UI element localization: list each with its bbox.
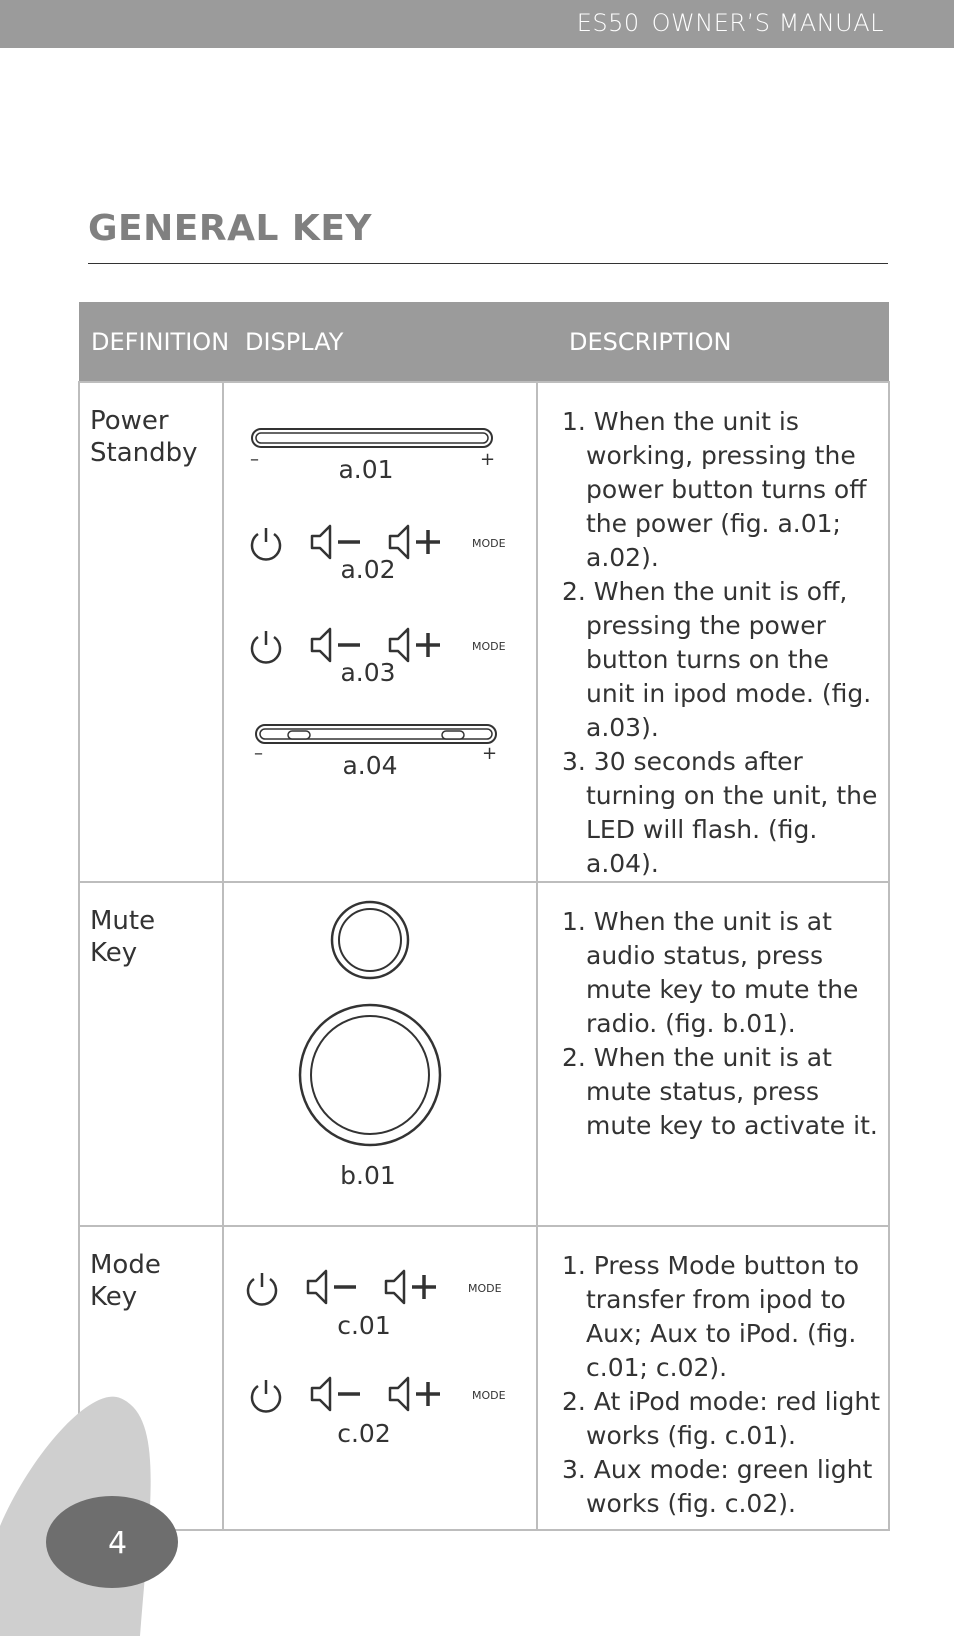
power-icon xyxy=(252,631,280,662)
page-number: 4 xyxy=(108,1526,128,1561)
bar-minus-label: – xyxy=(250,449,259,470)
definition-line: Key xyxy=(90,938,138,968)
volume-up-icon xyxy=(390,629,440,661)
button-row-figure xyxy=(248,1271,502,1304)
figure-label: a.01 xyxy=(338,455,394,484)
display-cell xyxy=(223,382,537,882)
display-cell xyxy=(223,1226,537,1530)
definition-line: Mute xyxy=(90,906,156,936)
general-key-table xyxy=(78,302,890,1531)
bar-plus-label: + xyxy=(480,449,496,470)
large-knob-icon xyxy=(300,1005,440,1145)
volume-down-icon xyxy=(312,1378,360,1410)
page-number-badge xyxy=(0,1376,200,1636)
description-item: 1. When the unit is working, pressing the power button turns off the power (fig. a.01; a.02). xyxy=(562,407,867,572)
volume-down-icon xyxy=(312,526,360,558)
volume-down-icon xyxy=(308,1271,356,1303)
header-display: DISPLAY xyxy=(223,302,537,382)
mode-label: MODE xyxy=(472,640,506,653)
table-header-row xyxy=(79,302,889,382)
description-cell xyxy=(537,1226,889,1530)
description-item: 2. When the unit is at mute status, press mute key to activate it. xyxy=(562,1043,878,1140)
definition-line: Mode xyxy=(90,1250,161,1280)
power-icon xyxy=(248,1273,276,1304)
header-model: ES50 xyxy=(576,9,640,37)
description-item: 3. Aux mode: green light works (fig. c.02). xyxy=(562,1455,873,1518)
figure-label: c.01 xyxy=(337,1311,391,1340)
volume-up-icon xyxy=(386,1271,436,1303)
volume-up-icon xyxy=(390,526,440,558)
table-row xyxy=(79,382,889,882)
header-definition: DEFINITION xyxy=(79,302,223,382)
description-item: 1. When the unit is at audio status, press mute key to mute the radio. (fig. b.01). xyxy=(562,907,859,1038)
table-row xyxy=(79,1226,889,1530)
description-item: 1. Press Mode button to transfer from ipod to Aux; Aux to iPod. (fig. c.01; c.02). xyxy=(562,1251,860,1382)
small-knob-icon xyxy=(332,902,408,978)
definition-line: Power xyxy=(90,406,169,436)
figure-label: a.02 xyxy=(340,555,396,584)
title-divider xyxy=(88,263,888,264)
button-row-figure xyxy=(252,1378,506,1411)
mode-label: MODE xyxy=(472,1389,506,1402)
volume-down-icon xyxy=(312,629,360,661)
table-row xyxy=(79,882,889,1226)
header-description: DESCRIPTION xyxy=(537,302,889,382)
description-item: 3. 30 seconds after turning on the unit, the LED will flash. (fig. a.04). xyxy=(562,747,878,878)
figure-label: b.01 xyxy=(340,1161,396,1190)
header-bar xyxy=(0,0,954,48)
figure-label: a.03 xyxy=(340,658,396,687)
power-icon xyxy=(252,1380,280,1411)
display-cell xyxy=(223,882,537,1226)
power-icon xyxy=(252,528,280,559)
mode-label: MODE xyxy=(472,537,506,550)
header-text xyxy=(577,9,884,37)
description-item: 2. At iPod mode: red light works (fig. c.01). xyxy=(562,1387,881,1450)
figure-label: a.04 xyxy=(342,751,398,780)
definition-line: Key xyxy=(90,1282,138,1312)
mode-label: MODE xyxy=(468,1282,502,1295)
description-item: 2. When the unit is off, pressing the power button turns on the unit in ipod mode. (fig. a.03). xyxy=(562,577,872,742)
description-cell xyxy=(537,382,889,882)
header-manual: OWNER’S MANUAL xyxy=(651,9,884,37)
led-bar-figure xyxy=(252,429,492,447)
volume-up-icon xyxy=(390,1378,440,1410)
mode-key-figures xyxy=(224,1227,534,1507)
definition-line: Standby xyxy=(90,438,198,468)
definition-cell xyxy=(79,882,223,1226)
led-bar-flash-figure xyxy=(256,725,496,743)
mute-key-figure xyxy=(224,883,534,1203)
bar-plus-label: + xyxy=(482,743,498,764)
power-standby-figures xyxy=(224,383,534,808)
figure-label: c.02 xyxy=(337,1419,391,1448)
bar-minus-label: – xyxy=(254,743,263,764)
section-title: GENERAL KEY xyxy=(88,208,372,249)
definition-cell xyxy=(79,382,223,882)
description-cell xyxy=(537,882,889,1226)
